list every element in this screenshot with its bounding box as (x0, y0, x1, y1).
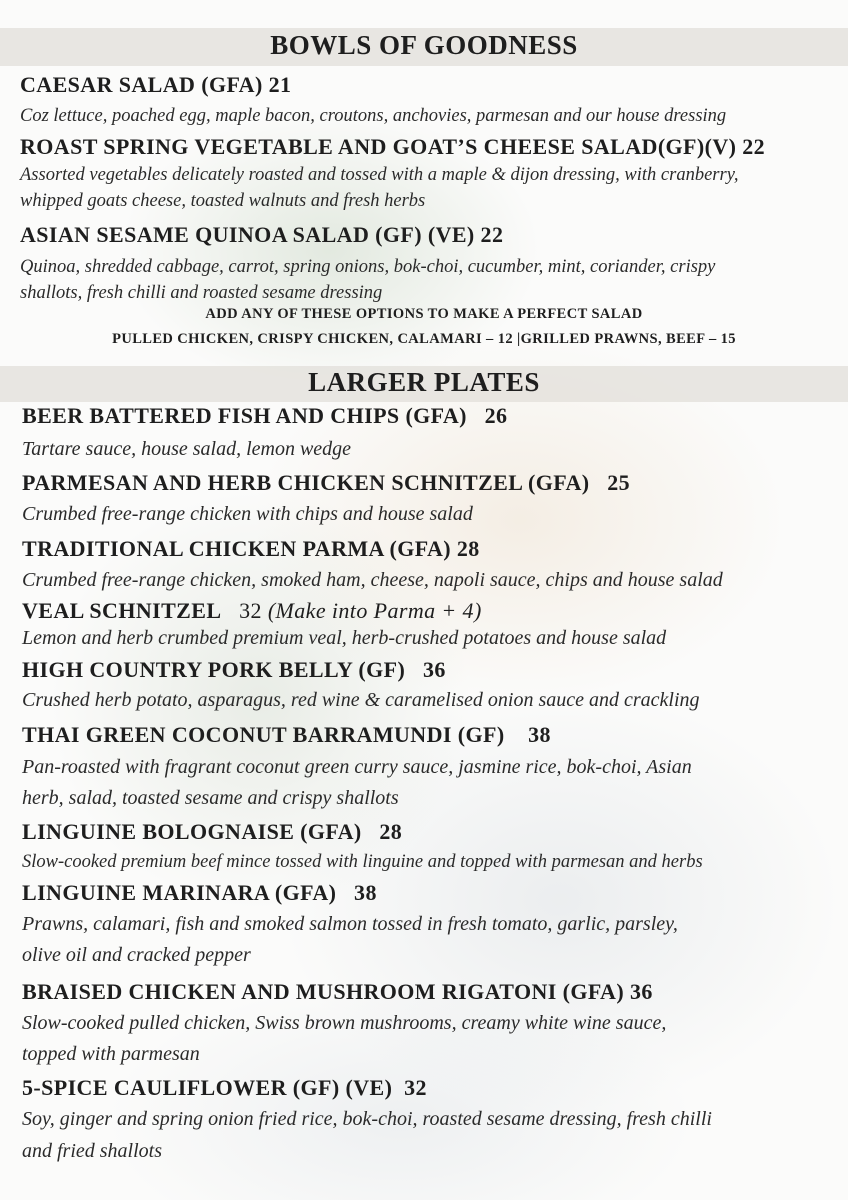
section-title-larger-plates: LARGER PLATES (308, 367, 540, 397)
addons-line: PULLED CHICKEN, CRISPY CHICKEN, CALAMARI – 12 |GRILLED PRAWNS, BEEF – 15 (112, 331, 736, 347)
dish-name: PARMESAN AND HERB CHICKEN SCHNITZEL (GFA) (22, 470, 590, 495)
dish-price: 32 (239, 598, 262, 623)
dish-price: 38 (354, 880, 377, 905)
dish-name: LINGUINE BOLOGNAISE (GFA) (22, 819, 362, 844)
menu-item-description: Coz lettuce, poached egg, maple bacon, croutons, anchovies, parmesan and our house dressing (20, 106, 727, 126)
menu-item-title (22, 819, 402, 845)
section-title-bowls: BOWLS OF GOODNESS (270, 30, 578, 60)
menu-item-title (22, 657, 446, 683)
menu-item-description: herb, salad, toasted sesame and crispy shallots (22, 787, 399, 809)
menu-item-description: Assorted vegetables delicately roasted and tossed with a maple & dijon dressing, with cranberry, (20, 165, 739, 185)
menu-item-title (22, 722, 551, 748)
menu-item-title: CAESAR SALAD (GFA) 21 (20, 72, 292, 97)
dish-name: BEER BATTERED FISH AND CHIPS (GFA) (22, 403, 467, 428)
menu-item-title (22, 403, 507, 429)
menu-item-description: Crushed herb potato, asparagus, red wine & caramelised onion sauce and crackling (22, 689, 700, 711)
menu-item-description: Soy, ginger and spring onion fried rice, bok-choi, roasted sesame dressing, fresh chilli (22, 1108, 712, 1130)
menu-item-title (22, 470, 630, 496)
menu-item-title (22, 598, 482, 624)
dish-price: 38 (528, 722, 551, 747)
dish-name: THAI GREEN COCONUT BARRAMUNDI (GF) (22, 722, 505, 747)
menu-item-description: olive oil and cracked pepper (22, 944, 251, 966)
menu-item-description: Slow-cooked pulled chicken, Swiss brown mushrooms, creamy white wine sauce, (22, 1012, 667, 1034)
dish-name: 5-SPICE CAULIFLOWER (GF) (VE) (22, 1075, 393, 1100)
menu-item-title (22, 536, 480, 562)
menu-item-title (22, 1075, 427, 1101)
dish-price: 36 (422, 657, 446, 682)
dish-price: 28 (456, 536, 480, 561)
menu-item-description: Quinoa, shredded cabbage, carrot, spring onions, bok-choi, cucumber, mint, coriander, crispy (20, 257, 716, 277)
menu-item-description: Slow-cooked premium beef mince tossed with linguine and topped with parmesan and herbs (22, 852, 703, 872)
menu-item-description: shallots, fresh chilli and roasted sesame dressing (20, 283, 383, 303)
menu-item-title (22, 880, 377, 906)
dish-price: 36 (629, 979, 653, 1004)
dish-name: BRAISED CHICKEN AND MUSHROOM RIGATONI (GFA) (22, 979, 625, 1004)
dish-price: 26 (484, 403, 508, 428)
menu-item-description: Tartare sauce, house salad, lemon wedge (22, 438, 352, 460)
menu-item-description: whipped goats cheese, toasted walnuts and fresh herbs (20, 191, 426, 211)
dish-price: 32 (404, 1075, 427, 1100)
menu-item-title: ASIAN SESAME QUINOA SALAD (GF) (VE) 22 (20, 222, 504, 247)
menu-item-description: Crumbed free-range chicken, smoked ham, cheese, napoli sauce, chips and house salad (22, 569, 723, 591)
dish-name: VEAL SCHNITZEL (22, 598, 222, 623)
dish-note: (Make into Parma + 4) (267, 598, 482, 623)
menu-item-description: topped with parmesan (22, 1043, 200, 1065)
dish-name: LINGUINE MARINARA (GFA) (22, 880, 337, 905)
dish-price: 28 (379, 819, 403, 844)
menu-item-description: Lemon and herb crumbed premium veal, herb-crushed potatoes and house salad (22, 627, 667, 649)
menu-item-title (22, 979, 653, 1005)
menu-item-title: ROAST SPRING VEGETABLE AND GOAT’S CHEESE SALAD(GF)(V) 22 (20, 134, 766, 159)
dish-price: 25 (607, 470, 630, 495)
menu-item-description: Crumbed free-range chicken with chips and house salad (22, 503, 473, 525)
menu-item-description: Pan-roasted with fragrant coconut green curry sauce, jasmine rice, bok-choi, Asian (22, 756, 692, 778)
menu-item-description: Prawns, calamari, fish and smoked salmon tossed in fresh tomato, garlic, parsley, (22, 913, 678, 935)
dish-name: HIGH COUNTRY PORK BELLY (GF) (22, 657, 406, 682)
dish-name: TRADITIONAL CHICKEN PARMA (GFA) (22, 536, 451, 561)
menu-item-description: and fried shallots (22, 1140, 163, 1162)
addons-heading: ADD ANY OF THESE OPTIONS TO MAKE A PERFECT SALAD (205, 306, 643, 322)
